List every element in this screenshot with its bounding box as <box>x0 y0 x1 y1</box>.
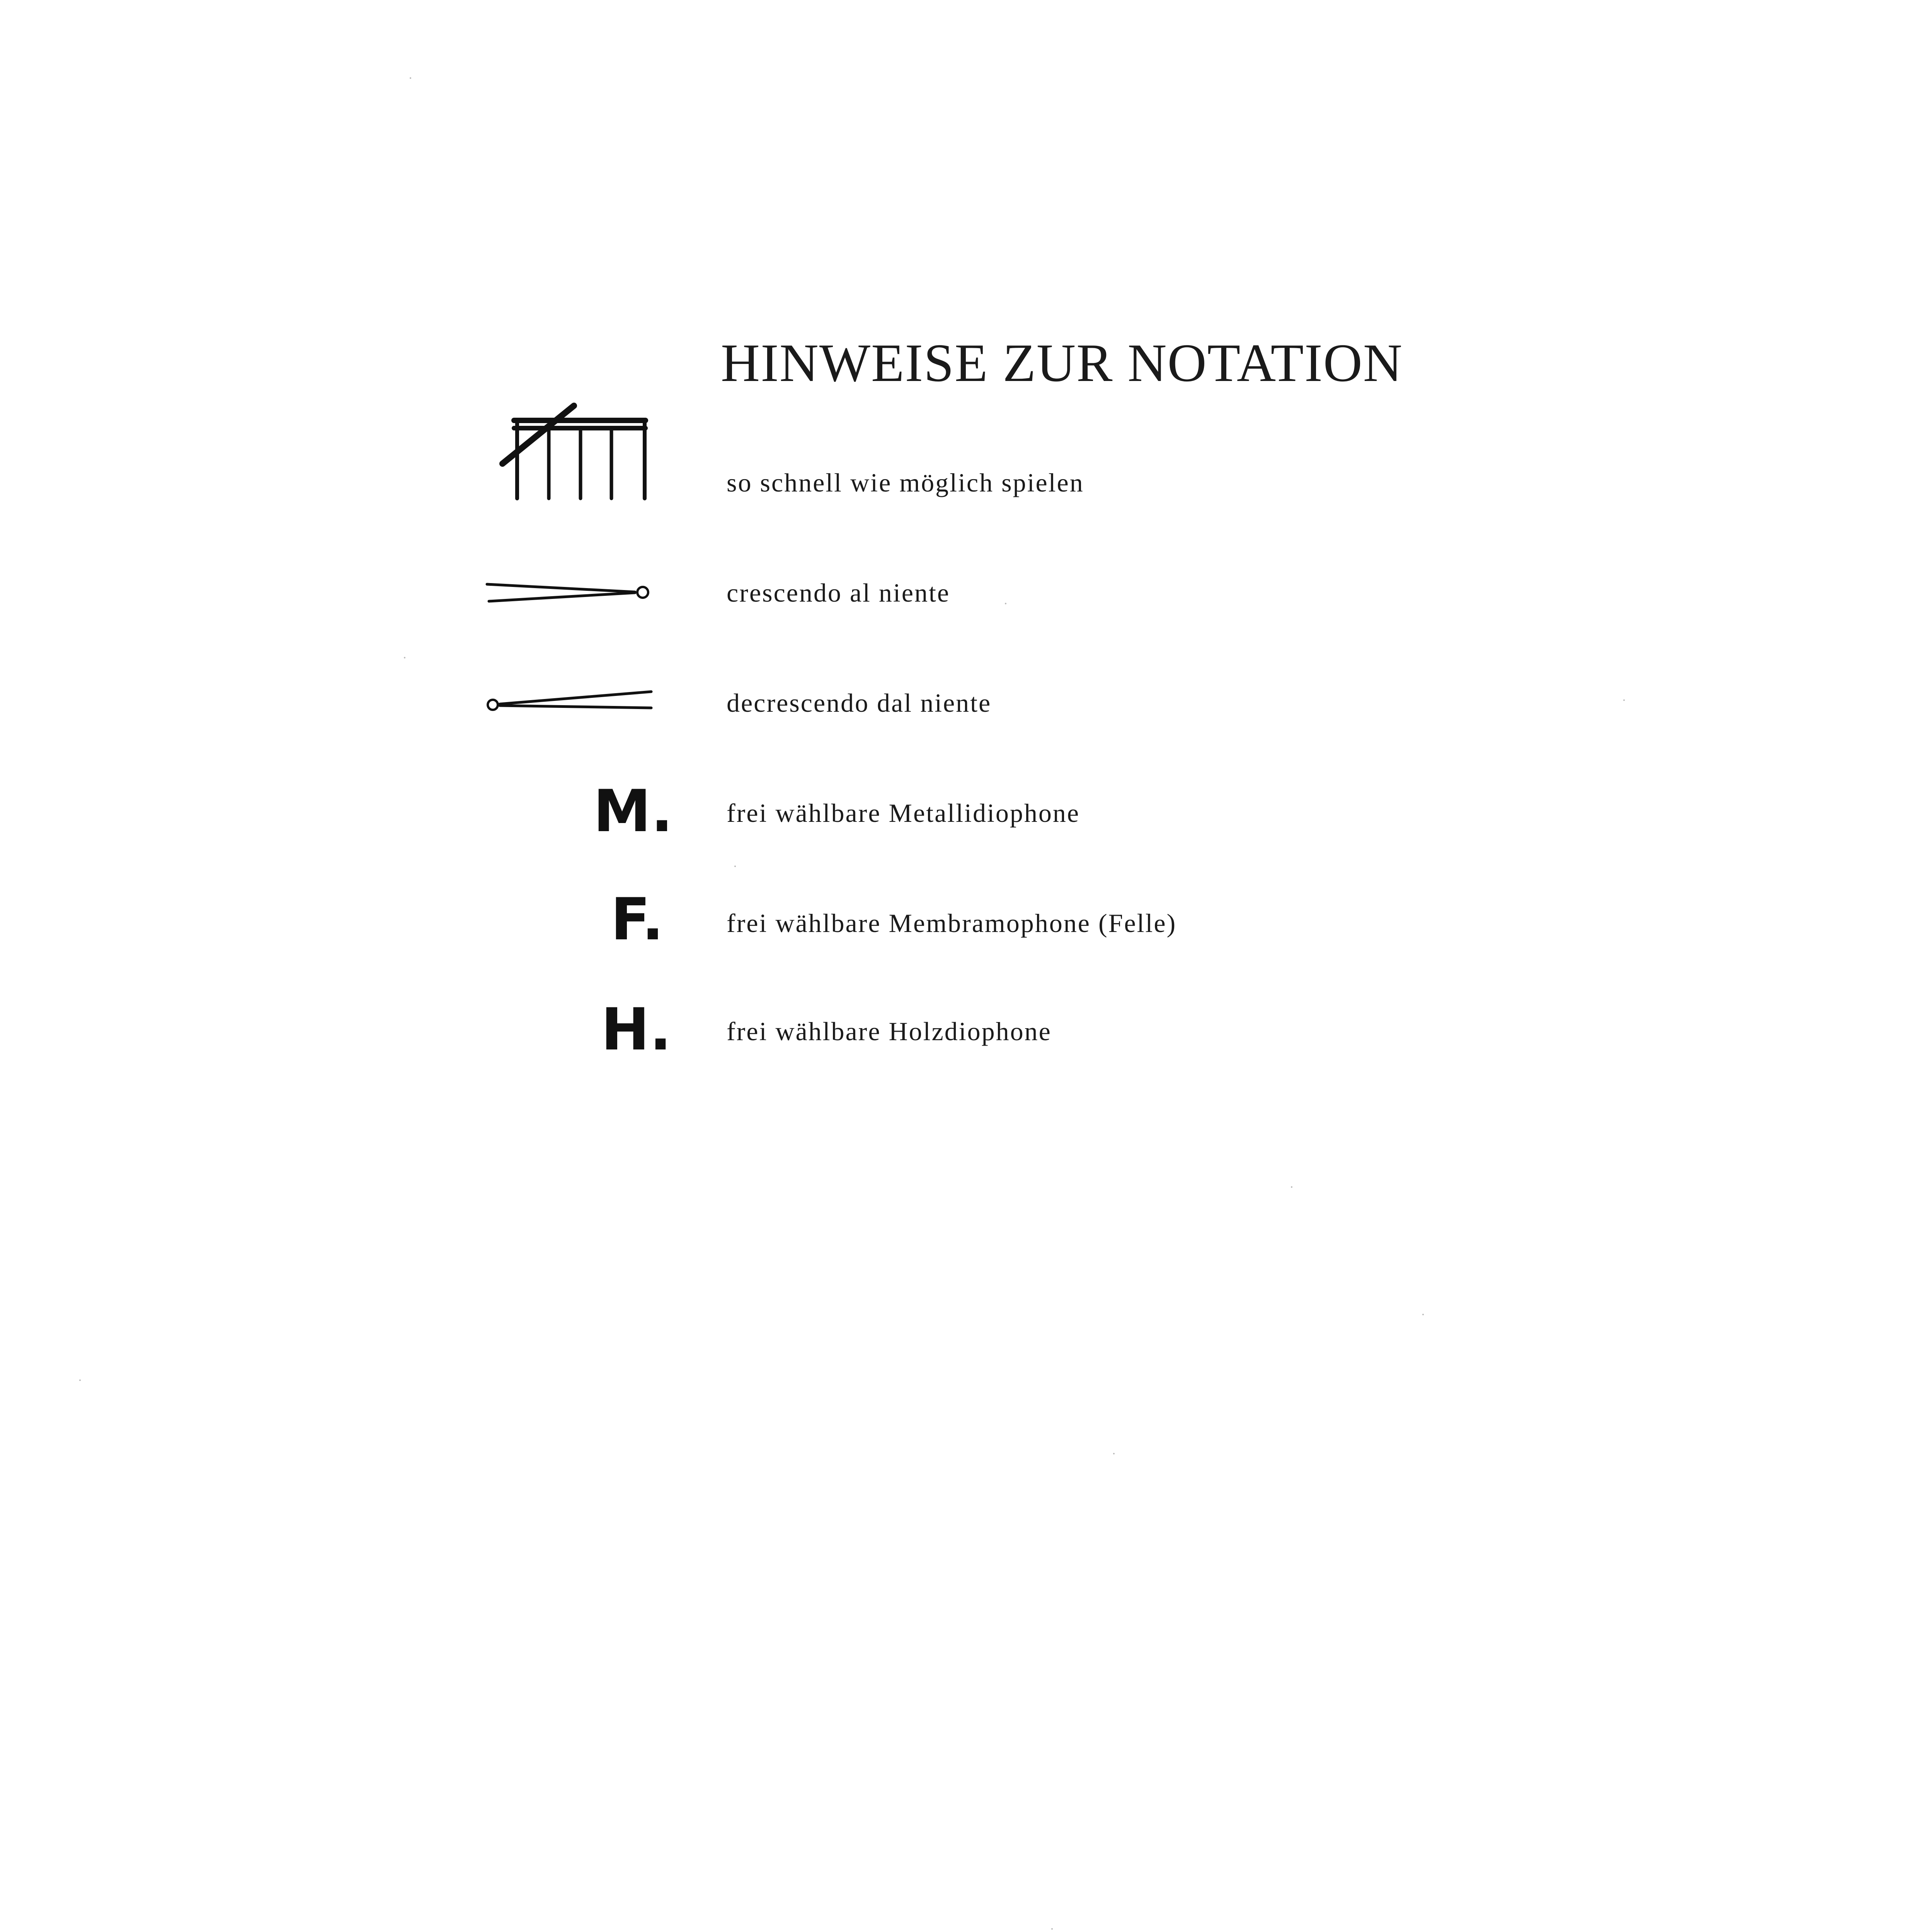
paper-speck <box>1422 1314 1424 1315</box>
paper-speck <box>1113 1453 1115 1454</box>
legend-text-wood: frei wählbare Holzdiophone <box>727 1017 1052 1046</box>
legend-text-metal: frei wählbare Metallidiophone <box>727 798 1080 828</box>
legend-text-decrescendo: decrescendo dal niente <box>727 688 992 718</box>
legend-text-membrane: frei wählbare Membramophone (Felle) <box>727 908 1177 938</box>
paper-speck <box>410 77 411 79</box>
legend-text-crescendo: crescendo al niente <box>727 578 950 607</box>
symbol-f-label: F. <box>611 886 664 953</box>
crescendo-hairpin-icon <box>481 576 655 611</box>
paper-speck <box>79 1379 81 1381</box>
paper-speck <box>1623 699 1625 701</box>
paper-speck <box>404 657 405 658</box>
symbol-f <box>611 886 664 953</box>
paper-speck <box>1005 603 1006 604</box>
decrescendo-hairpin-icon <box>481 684 655 719</box>
symbol-m-label: M. <box>593 778 673 845</box>
legend-text-fast: so schnell wie möglich spielen <box>727 468 1084 497</box>
paper-speck <box>1291 1186 1292 1188</box>
page-title: HINWEISE ZUR NOTATION <box>721 333 1403 393</box>
symbol-m <box>593 778 673 845</box>
tremolo-beams-icon <box>491 402 653 502</box>
paper-speck <box>734 866 736 867</box>
symbol-h-label: H. <box>601 996 672 1063</box>
paper-speck <box>1051 1928 1053 1930</box>
symbol-h <box>601 996 672 1063</box>
